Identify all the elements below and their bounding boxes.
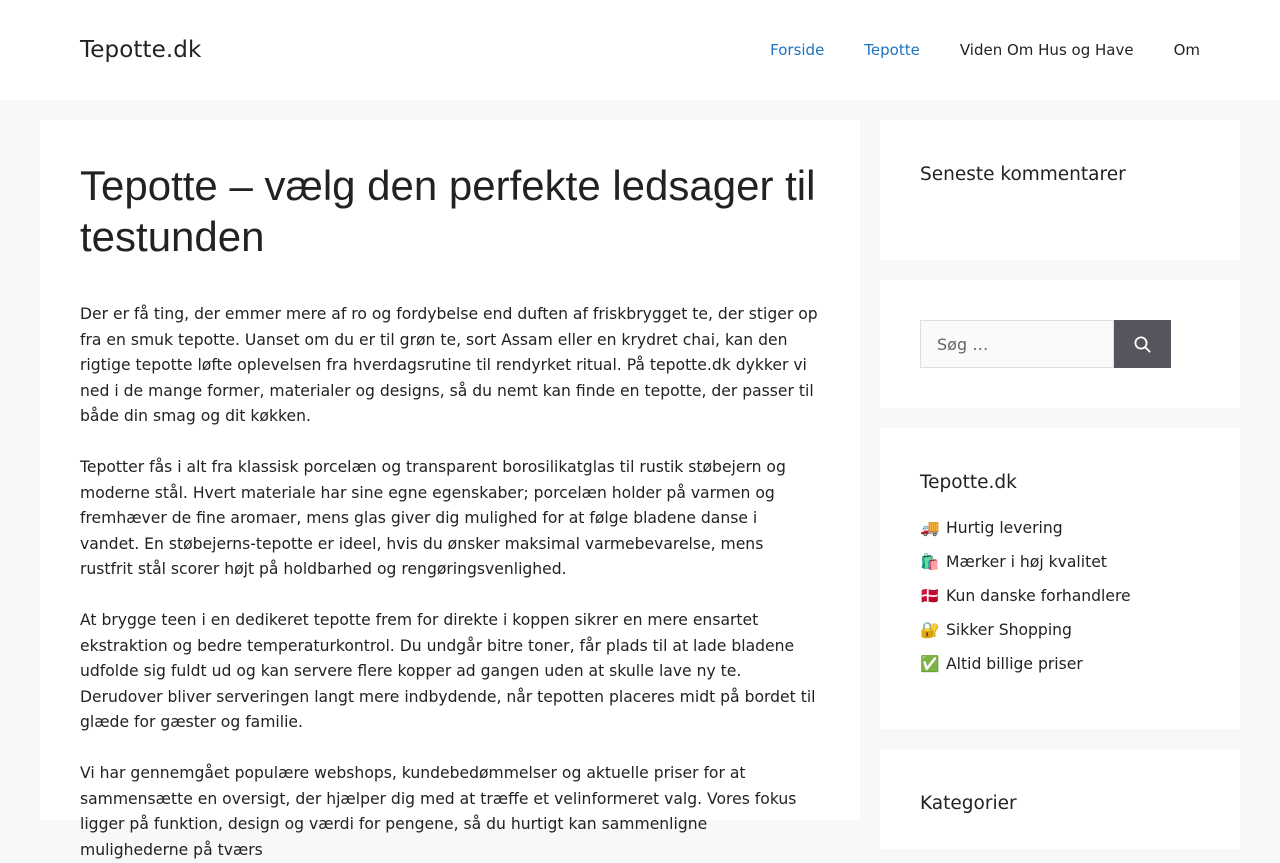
shopping-bags-icon: 🛍️ <box>920 553 940 571</box>
article-paragraph: Vi har gennemgået populære webshops, kundebedømmelser og aktuelle priser for at sammensætte en oversigt, der hjælper dig med at træffe et velinformeret valg. Vores fokus ligger på funktion, design og værdi for pengene, så du hurtigt kan sammenligne mulighederne på tværs <box>80 763 797 859</box>
usp-label: Hurtig levering <box>946 519 1063 537</box>
search-input[interactable] <box>920 320 1114 368</box>
list-item <box>920 511 1200 545</box>
danish-flag-icon: 🇩🇰 <box>920 587 940 605</box>
usp-label: Mærker i høj kvalitet <box>946 553 1107 571</box>
categories-title: Kategorier <box>920 793 1017 814</box>
categories-widget <box>880 749 1240 849</box>
usp-label: Sikker Shopping <box>946 621 1072 639</box>
lock-with-key-icon: 🔐 <box>920 621 940 639</box>
search-icon <box>1134 336 1151 353</box>
usp-label: Altid billige priser <box>946 655 1083 673</box>
page-title: Tepotte – vælg den perfekte ledsager til testunden <box>80 162 816 260</box>
nav-item-forside[interactable]: Forside <box>770 41 825 59</box>
usp-widget <box>880 428 1240 729</box>
list-item <box>920 613 1200 647</box>
usp-list <box>920 511 1200 681</box>
truck-icon: 🚚 <box>920 519 940 537</box>
list-item <box>920 545 1200 579</box>
search-form <box>920 320 1200 368</box>
recent-comments-title: Seneste kommentarer <box>920 164 1126 185</box>
search-button[interactable] <box>1114 320 1171 368</box>
site-title-link[interactable]: Tepotte.dk <box>80 37 202 63</box>
article-paragraph: Der er få ting, der emmer mere af ro og fordybelse end duften af friskbrygget te, der stiger op fra en smuk tepotte. Uanset om du er til grøn te, sort Assam eller en krydret chai, kan den rigtige tepotte løfte oplevelsen fra hverdagsrutine til rendyrket ritual. På tepotte.dk dykker vi ned i de mange former, materialer og designs, så du nemt kan finde en tepotte, der passer til både din smag og dit køkken. <box>80 305 818 426</box>
site-header <box>0 0 1280 100</box>
list-item <box>920 647 1200 681</box>
nav-item-om[interactable]: Om <box>1173 41 1200 59</box>
list-item <box>920 579 1200 613</box>
recent-comments-widget <box>880 120 1240 260</box>
article-paragraph: At brygge teen i en dedikeret tepotte frem for direkte i koppen sikrer en mere ensartet ekstraktion og bedre temperaturkontrol. Du undgår bitre toner, får plads til at lade bladene udfolde sig fuldt ud og kan servere flere kopper ad gangen uden at skulle lave ny te. Derudover bliver serveringen langt mere indbydende, når tepotten placeres midt på bordet til glæde for gæster og familie. <box>80 610 816 732</box>
usp-title: Tepotte.dk <box>920 472 1017 493</box>
search-widget <box>880 280 1240 408</box>
main-content <box>40 120 860 859</box>
nav-item-tepotte[interactable]: Tepotte <box>864 41 920 59</box>
main-navigation <box>730 0 1200 100</box>
nav-item-viden-om-hus-og-have[interactable]: Viden Om Hus og Have <box>959 41 1134 59</box>
check-mark-icon: ✅ <box>920 655 940 673</box>
article-body <box>80 302 820 863</box>
usp-label: Kun danske forhandlere <box>946 587 1131 605</box>
article-paragraph: Tepotter fås i alt fra klassisk porcelæn og transparent borosilikatglas til rustik støbejern og moderne stål. Hvert materiale har sine egne egenskaber; porcelæn holder på varmen og fremhæver de fine aromaer, mens glas giver dig mulighed for at følge bladene danse i vandet. En støbejerns-tepotte er ideel, hvis du ønsker maksimal varmebevarelse, mens rustfrit stål scorer højt på holdbarhed og rengøringsvenlighed. <box>80 457 786 579</box>
